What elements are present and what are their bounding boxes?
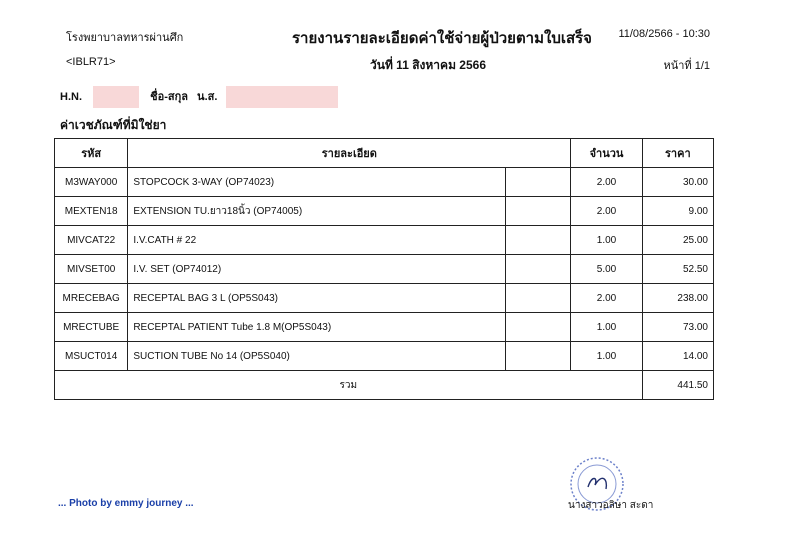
row-price: 25.00 [642, 226, 713, 255]
row-blank [506, 255, 571, 284]
name-label: ชื่อ-สกุล [150, 90, 188, 103]
row-code: MRECTUBE [55, 313, 128, 342]
row-qty: 1.00 [571, 313, 642, 342]
hn-redacted [93, 86, 139, 108]
header-code: รหัส [55, 139, 128, 168]
total-label: รวม [55, 371, 643, 400]
header-qty: จำนวน [571, 139, 642, 168]
signer-name: นางสาวอลิษา สะดา [568, 500, 654, 511]
row-qty: 2.00 [571, 284, 642, 313]
row-price: 73.00 [642, 313, 713, 342]
row-code: MSUCT014 [55, 342, 128, 371]
row-code: MIVCAT22 [55, 226, 128, 255]
row-price: 14.00 [642, 342, 713, 371]
table-row [55, 255, 714, 284]
row-blank [506, 226, 571, 255]
row-code: MIVSET00 [55, 255, 128, 284]
row-code: MEXTEN18 [55, 197, 128, 226]
photo-credit: ... Photo by emmy journey ... [58, 498, 194, 509]
table-row [55, 342, 714, 371]
header-desc: รายละเอียด [128, 139, 571, 168]
row-blank [506, 284, 571, 313]
header-price: ราคา [642, 139, 713, 168]
row-price: 52.50 [642, 255, 713, 284]
hn-label: H.N. [60, 90, 82, 103]
section-title: ค่าเวชภัณฑ์ที่มิใช่ยา [60, 118, 167, 132]
row-qty: 2.00 [571, 197, 642, 226]
patient-row [60, 86, 338, 108]
row-blank [506, 313, 571, 342]
row-price: 30.00 [642, 168, 713, 197]
items-table [54, 138, 714, 400]
hospital-name: โรงพยาบาลทหารผ่านศึก [66, 32, 184, 44]
row-code: M3WAY000 [55, 168, 128, 197]
table-row [55, 197, 714, 226]
name-redacted [226, 86, 338, 108]
print-datetime: 11/08/2566 - 10:30 [618, 28, 710, 40]
row-blank [506, 342, 571, 371]
table-row [55, 226, 714, 255]
row-desc: I.V.CATH # 22 [128, 226, 506, 255]
row-desc: SUCTION TUBE No 14 (OP5S040) [128, 342, 506, 371]
table-row [55, 313, 714, 342]
page-number: หน้าที่ 1/1 [663, 60, 710, 72]
row-desc: STOPCOCK 3-WAY (OP74023) [128, 168, 506, 197]
total-value: 441.50 [642, 371, 713, 400]
row-desc: I.V. SET (OP74012) [128, 255, 506, 284]
row-price: 9.00 [642, 197, 713, 226]
row-blank [506, 168, 571, 197]
row-desc: EXTENSION TU.ยาว18นิ้ว (OP74005) [128, 197, 506, 226]
row-qty: 1.00 [571, 226, 642, 255]
row-price: 238.00 [642, 284, 713, 313]
total-row [55, 371, 714, 400]
report-title: รายงานรายละเอียดค่าใช้จ่ายผู้ป่วยตามใบเสร็จ [292, 30, 592, 47]
row-qty: 1.00 [571, 342, 642, 371]
row-desc: RECEPTAL PATIENT Tube 1.8 M(OP5S043) [128, 313, 506, 342]
row-code: MRECEBAG [55, 284, 128, 313]
report-code: <IBLR71> [66, 56, 116, 68]
table-header-row [55, 139, 714, 168]
name-prefix: น.ส. [197, 90, 218, 103]
report-date: วันที่ 11 สิงหาคม 2566 [370, 58, 487, 72]
row-blank [506, 197, 571, 226]
table-row [55, 168, 714, 197]
row-qty: 5.00 [571, 255, 642, 284]
table-row [55, 284, 714, 313]
row-qty: 2.00 [571, 168, 642, 197]
row-desc: RECEPTAL BAG 3 L (OP5S043) [128, 284, 506, 313]
